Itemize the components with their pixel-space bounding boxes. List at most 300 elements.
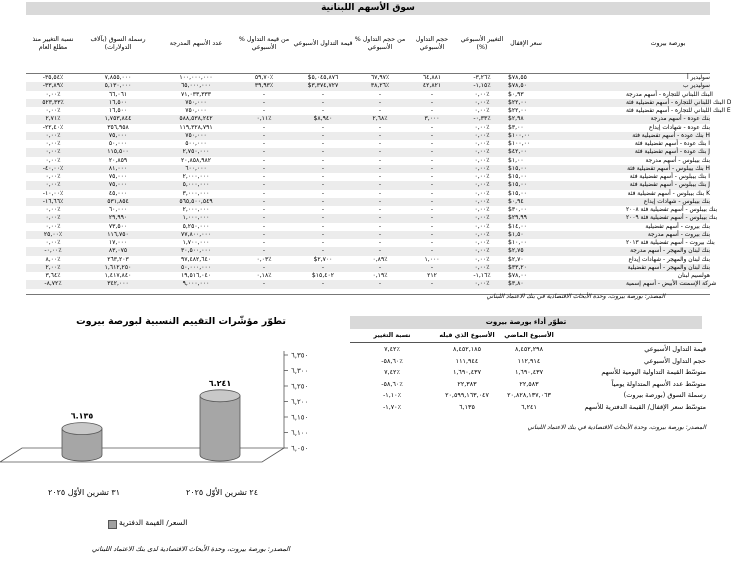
market-cap-cell: ٧,٨٥٥,٠٠٠ [104, 74, 132, 81]
summary-header [350, 330, 702, 343]
name-cell: سوليدير ب [683, 83, 710, 90]
header-weekly-change: التغيير الأسبوعي (%) [460, 36, 504, 51]
header-pct-volume: % من حجم التداول الأسبوعي [354, 36, 406, 51]
y-tick-label: ٦,٠٥٠ [291, 444, 309, 453]
change-cell: ٠,٠٠٪ [474, 156, 490, 164]
name-cell: بنك بيروت - أسهم تفضيلية فئة ٢٠١٣ [626, 240, 715, 246]
table-row [26, 214, 718, 222]
value-cell: - [321, 222, 325, 230]
pct-value-cell: - [262, 131, 266, 139]
value-cell: - [321, 247, 325, 255]
pct-value-cell: - [262, 173, 266, 180]
valuation-chart [0, 330, 340, 540]
price-cell: $٠,٩٤ [508, 197, 524, 205]
pct-value-cell: - [262, 156, 266, 164]
table-row [26, 206, 718, 214]
table-row [26, 181, 710, 189]
ytd-change-cell: ٠,٠٠٪ [45, 222, 61, 230]
value-cell: - [321, 98, 325, 106]
volume-cell: - [430, 90, 434, 98]
name-cell: بنك بيبلوس - أسهم تفضيلية فئة ٢٠٠٨ [626, 207, 718, 213]
table-row [26, 239, 715, 247]
price-cell: $١٤,٠٠ [508, 222, 527, 230]
summary-title: تطوّر أداء بورصة بيروت [350, 316, 702, 329]
volume-cell: ٦٤,٨٨١ [422, 74, 442, 81]
bar-cylinder-top [62, 423, 102, 435]
summary-current-cell: ٦,٢٤١ [521, 402, 537, 411]
name-cell: بنك بيبلوس - أسهم تفضيلية فئة H [627, 165, 710, 172]
y-tick-label: ٦,٣٥٠ [291, 351, 309, 360]
pct-volume-cell: - [378, 230, 382, 238]
market-cap-cell: ٨١,٠٠٠ [108, 164, 128, 172]
name-cell: بنك بيبلوس - أسهم تفضيلية فئة K [627, 190, 710, 197]
name-cell: بنك لبنان والمهجر - أسهم مدرجة [630, 248, 710, 255]
ytd-change-cell: ٠,٠٠٪ [45, 206, 61, 213]
market-cap-cell: ٢٩,٩٩٠ [108, 214, 128, 222]
change-cell: ٠,٠٠٪ [474, 206, 490, 213]
shares-cell: ١,٠٠٠,٠٠٠ [182, 214, 210, 222]
shares-cell: ٧١,٠٣٣,٣٣٣ [180, 90, 212, 98]
volume-cell: - [430, 98, 434, 106]
name-cell: هولسيم لبنان [677, 273, 710, 279]
price-cell: $١٠٠,٠٠ [508, 131, 531, 139]
shares-cell: ١٩,٥١٦,٠٤٠ [180, 272, 212, 279]
ytd-change-cell: ٠,٠٠٪ [45, 214, 61, 222]
market-cap-cell: ٧٣,٥٠٠ [108, 222, 128, 230]
table-row [26, 247, 710, 255]
price-cell: $٢٢,٠٠ [508, 98, 527, 106]
market-cap-cell: ٨٣,٠٧٥ [108, 247, 128, 255]
pct-volume-cell: - [378, 206, 382, 213]
change-cell: ٠,٠٠٪ [474, 239, 490, 246]
name-cell: بنك لبنان والمهجر - شهادات إيداع [628, 256, 710, 263]
summary-row [350, 367, 709, 378]
ytd-change-cell: ٣,٦٤٪ [45, 272, 61, 279]
summary-row [350, 390, 709, 401]
pct-volume-cell: - [378, 164, 382, 172]
pct-volume-cell: - [378, 214, 382, 222]
table-row [26, 107, 731, 115]
ytd-change-cell: -٣٣,٨٩٪ [42, 82, 64, 90]
price-cell: $١,٥٠ [508, 230, 524, 238]
pct-value-cell: - [262, 230, 266, 238]
pct-value-cell: - [262, 164, 266, 172]
shares-cell: ٧٥٠,٠٠٠ [185, 98, 207, 106]
pct-volume-cell: - [378, 239, 382, 246]
shares-cell: ٥٦٥,٥٠٠,٥٤٩ [179, 197, 213, 205]
ytd-change-cell: -٣٥,٥٤٪ [42, 74, 64, 81]
y-tick-label: ٦,٣٠٠ [291, 367, 309, 375]
ytd-change-cell: -٨,٧٢٪ [44, 280, 62, 288]
shares-cell: ٩٧,٤٨٢,٦٤٠ [180, 255, 212, 263]
value-cell: - [321, 239, 325, 246]
y-tick-label: ٦,٢٠٠ [291, 398, 309, 406]
legend-label: السعر/ القيمة الدفترية [119, 518, 188, 527]
shares-cell: ٥٠٠,٠٠٠ [185, 140, 207, 147]
price-cell: $٤٢,٠٠ [508, 148, 527, 156]
pct-value-cell: - [262, 148, 266, 156]
change-cell: ٠,٠٠٪ [474, 131, 490, 139]
bar-value-label: ٦.٢٤١ [208, 378, 232, 388]
summary-label-cell: قيمة التداول الأسبوعي [644, 345, 706, 353]
pct-volume-cell: - [378, 263, 382, 271]
ytd-change-cell: ٠,٠٠٪ [45, 131, 61, 139]
volume-cell: - [430, 222, 434, 230]
volume-cell: ١,٠٠٠ [424, 255, 440, 263]
table-row [26, 198, 710, 206]
market-cap-cell: ٧٥,٠٠٠ [108, 173, 128, 180]
market-cap-cell: ١٧,٠٠٠ [108, 239, 128, 246]
header-pct-value: % من قيمة التداول الأسبوعي [238, 36, 290, 51]
table-row [26, 272, 710, 280]
ytd-change-cell: ٨,٠٠٪ [45, 255, 61, 263]
pct-volume-cell: - [378, 148, 382, 156]
ytd-change-cell: ٢,٧١٪ [45, 115, 61, 123]
header-weekly-volume: حجم التداول الأسبوعي [415, 36, 449, 51]
ytd-change-cell: ٠,٠٠٪ [45, 148, 61, 156]
shares-cell: ١,٧٠٠,٠٠٠ [182, 239, 210, 246]
shares-cell: ٢,٠٠٠,٠٠٠ [182, 173, 210, 180]
table-row [26, 115, 710, 123]
volume-cell: - [430, 107, 434, 114]
pct-value-cell: - [262, 263, 266, 271]
pct-value-cell: - [262, 140, 266, 147]
ytd-change-cell: ٠,٠٠٪ [45, 90, 61, 98]
price-cell: $١٥,٠٠ [508, 164, 527, 172]
shares-cell: ٣,٠٠٠,٠٠٠ [182, 189, 210, 197]
bar-cylinder [200, 396, 240, 461]
summary-row [350, 344, 709, 355]
summary-header-current: الأسبوع الماضي [504, 332, 554, 339]
ytd-change-cell: ٢٥,٠٠٪ [43, 230, 63, 238]
name-cell: بنك بيبلوس - شهادات إيداع [643, 198, 710, 205]
table-row [26, 165, 710, 173]
summary-row [350, 379, 709, 390]
market-cap-cell: ١٦,٥٠٠ [108, 107, 128, 114]
shares-cell: ٢,٧٥٠,٠٠٠ [182, 148, 210, 156]
pct-volume-cell: - [378, 247, 382, 255]
value-cell: $١٥,٤٠٢ [311, 272, 335, 279]
name-cell: بنك لبنان والمهجر - أسهم تفضيلية [627, 264, 710, 271]
shares-cell: ٥,٠٠٠,٠٠٠ [182, 181, 210, 189]
ytd-change-cell: ٠,٠٠٪ [45, 156, 61, 164]
volume-cell: - [430, 189, 434, 197]
pct-value-cell: ٠,٠٣٪ [256, 255, 272, 263]
ytd-change-cell: -٤٠,٠٠٪ [42, 164, 64, 172]
summary-previous-cell: ٢٠,٥٩٩,١٦٣,٠٤٧ [445, 391, 489, 399]
lebanese-stock-market-table [26, 2, 731, 302]
change-cell: -٣,٢٦٪ [473, 74, 491, 81]
table-source-note: المصدر: بورصة بيروت، وحدة الأبحاث الاقتصادية في بنك الاعتماد اللبناني [486, 293, 665, 300]
value-cell: - [321, 263, 325, 271]
shares-cell: ٥٠,٠٠٠,٠٠٠ [180, 263, 212, 271]
change-cell: ٠,٠٠٪ [474, 107, 490, 114]
change-cell: ٠,٠٠٪ [474, 230, 490, 238]
summary-current-cell: ١,٦٩٠,٤٣٧ [514, 368, 544, 376]
value-cell: - [321, 173, 325, 180]
summary-header-previous: الأسبوع الذي قبله [439, 332, 495, 339]
header-shares: عدد الأسهم المدرجة [169, 40, 223, 48]
pct-value-cell: - [262, 222, 266, 230]
summary-change-cell: -١,١٠٪ [382, 391, 402, 399]
name-cell: بنك بيبلوس - أسهم تفضيلية فئة I [629, 174, 710, 180]
x-category-label: ٣١ تشرين الأوّل ٢٠٢٥ [48, 488, 120, 497]
pct-value-cell: ٠,١١٪ [256, 115, 272, 123]
shares-cell: ٧٥٠,٠٠٠ [185, 131, 207, 139]
y-tick-label: ٦,١٠٠ [291, 429, 309, 437]
y-tick-label: ٦,١٥٠ [291, 413, 309, 422]
market-cap-cell: ٣٤٢,٠٠٠ [107, 280, 129, 288]
shares-cell: ٣٠,٥٠٠,٠٠٠ [180, 247, 212, 255]
pct-value-cell: - [262, 107, 266, 114]
name-cell: بنك بيبلوس - أسهم مدرجة [645, 157, 710, 164]
ytd-change-cell: -٠,٠٠٪ [44, 247, 62, 255]
ytd-change-cell: ٠,٠٠٪ [45, 181, 61, 189]
name-cell: البنك اللبناني للتجارة - أسهم تفضيلية فئة E [626, 108, 731, 114]
header-price: سعر الإقفال [510, 40, 542, 48]
bar-cylinder-top [200, 390, 240, 402]
value-cell: $٥,٠٤٥,٨٧٦ [307, 74, 339, 81]
volume-cell: - [430, 197, 434, 205]
name-cell: بنك عودة - شهادات إيداع [648, 124, 710, 131]
market-cap-cell: ١,٦١٢,٢٥٠ [104, 263, 132, 271]
pct-volume-cell: - [378, 222, 382, 230]
volume-cell: - [430, 164, 434, 172]
value-cell: - [321, 131, 325, 139]
change-cell: -١,١٦٪ [473, 272, 491, 279]
summary-label-cell: رسملة السوق (بورصة بيروت) [623, 391, 706, 399]
value-cell: $٨,٩٤٠ [313, 115, 333, 123]
value-cell: - [321, 230, 325, 238]
market-cap-cell: ٤٥,٠٠٠ [108, 189, 128, 197]
market-cap-cell: ١١٥,٥٠٠ [107, 148, 129, 156]
name-cell: البنك اللبناني للتجارة - أسهم مدرجة [626, 91, 713, 98]
pct-volume-cell: - [378, 90, 382, 98]
summary-current-cell: ٢٢,٥٨٣ [519, 379, 539, 388]
header-company: بورصة بيروت [650, 40, 686, 48]
summary-header-change: نسبة التغيير [373, 332, 411, 339]
summary-previous-cell: ٢٢,٣٨٣ [457, 379, 477, 388]
pct-volume-cell: ٢,٦٨٪ [372, 115, 388, 123]
value-cell: - [321, 181, 325, 189]
summary-previous-cell: ٦,١٣٥ [459, 402, 475, 411]
shares-cell: ٧٧,٨٠٠,٠٠٠ [180, 230, 212, 238]
market-cap-cell: ٧٥,٠٠٠ [108, 131, 128, 139]
market-cap-cell: ١,٧٥٣,٨٤٤ [104, 115, 132, 123]
volume-cell: - [430, 214, 434, 222]
value-cell: - [321, 123, 325, 131]
market-performance-table [350, 316, 709, 434]
pct-value-cell: - [262, 214, 266, 222]
pct-volume-cell: - [378, 156, 382, 164]
ytd-change-cell: -٢٢,٤٠٪ [42, 123, 64, 131]
volume-cell: - [430, 173, 434, 180]
change-cell: ٠,٠٠٪ [474, 181, 490, 189]
value-cell: - [321, 140, 325, 147]
change-cell: ٠,٠٠٪ [474, 123, 490, 131]
table-row [26, 157, 710, 165]
volume-cell: - [430, 230, 434, 238]
table-row [26, 190, 710, 198]
pct-volume-cell: - [378, 131, 382, 139]
pct-value-cell: - [262, 189, 266, 197]
pct-value-cell: - [262, 181, 266, 189]
change-cell: ٠,٠٠٪ [474, 222, 490, 230]
change-cell: ٠,٠٠٪ [474, 280, 490, 288]
pct-value-cell: - [262, 247, 266, 255]
market-cap-cell: ٢٦٣,٢٠٣ [107, 255, 129, 263]
table-row [26, 132, 710, 140]
header-market-cap: رسملة السوق (بآلاف الدولارات) [90, 36, 146, 51]
price-cell: $١,٠٠ [508, 156, 524, 164]
name-cell: سوليدير أ [686, 75, 710, 81]
market-cap-cell: ١,٤١٧,٨٤٠ [104, 272, 132, 279]
change-cell: ٠,٠٠٪ [474, 164, 490, 172]
volume-cell: - [430, 181, 434, 189]
summary-change-cell: ٧,٤٢٪ [384, 345, 400, 353]
shares-cell: ٥٨٨,٥٣٨,٢٤٢ [179, 115, 213, 123]
chart-floor [0, 448, 284, 462]
table-row [26, 140, 710, 148]
pct-value-cell: - [262, 239, 266, 246]
market-cap-cell: ٧٥,٠٠٠ [108, 181, 128, 189]
price-cell: $٢,٧٠ [508, 255, 524, 263]
volume-cell: - [430, 280, 434, 288]
volume-cell: - [430, 263, 434, 271]
summary-previous-cell: ٨,٤٥٢,١٨٥ [452, 345, 482, 353]
pct-value-cell: - [262, 280, 266, 288]
summary-current-cell: ٢٠,٨٢٨,١٣٧,٠٦٣ [507, 391, 551, 399]
change-cell: -١,١٥٪ [473, 82, 491, 90]
market-cap-cell: ٥,١٣٠,٠٠٠ [104, 82, 132, 90]
pct-value-cell: - [262, 90, 266, 98]
table-row [26, 74, 710, 82]
change-cell: ٠,٠٠٪ [474, 140, 490, 147]
value-cell: - [321, 189, 325, 197]
change-cell: -٠,٣٣٪ [473, 115, 491, 123]
volume-cell: - [430, 131, 434, 139]
name-cell: بنك بيروت - أسهم تفضيلية [645, 223, 710, 230]
summary-previous-cell: ١١١,٩٤٤ [455, 356, 479, 365]
summary-change-cell: ٧,٤٢٪ [384, 368, 400, 376]
table-header [26, 15, 710, 73]
table-row [26, 256, 710, 264]
ytd-change-cell: ٠,٠٠٪ [45, 140, 61, 147]
table-row [26, 82, 710, 90]
value-cell: $٣,٣٧٤,٧٢٧ [307, 82, 339, 90]
chart-title: تطوّر مؤشّرات التقييم النسبية لبورصة بيروت [76, 316, 286, 327]
y-tick-label: ٦,٢٥٠ [291, 382, 309, 391]
shares-cell: ٦٥,٠٠٠,٠٠٠ [180, 82, 212, 90]
price-cell: $٣٣,٢٠ [508, 263, 527, 271]
summary-row [350, 356, 709, 367]
market-cap-cell: ٦٠,٠٠٠ [108, 206, 128, 213]
change-cell: ٠,٠٠٪ [474, 148, 490, 156]
change-cell: ٠,٠٠٪ [474, 214, 490, 222]
price-cell: $٣,٨٠ [508, 280, 524, 288]
summary-label-cell: حجم التداول الأسبوعي [644, 356, 706, 365]
pct-volume-cell: - [378, 181, 382, 189]
pct-volume-cell: ٠,٨٩٪ [372, 255, 388, 263]
market-cap-cell: ٥٠,٠٠٠ [108, 140, 128, 147]
value-cell: - [321, 280, 325, 288]
shares-cell: ٥,٢٥٠,٠٠٠ [182, 222, 210, 230]
table-row [26, 90, 713, 99]
name-cell: البنك اللبناني للتجارة - أسهم تفضيلية فئة D [626, 99, 731, 106]
change-cell: ٠,٠٠٪ [474, 90, 490, 98]
change-cell: ٠,٠٠٪ [474, 263, 490, 271]
ytd-change-cell: ٢,٠٠٪ [45, 263, 61, 271]
pct-volume-cell: ٠,١٩٪ [372, 272, 388, 279]
change-cell: ٠,٠٠٪ [474, 197, 490, 205]
ytd-change-cell: ٠,٠٠٪ [45, 107, 61, 114]
price-cell: $٧٨,٠٠ [508, 272, 527, 279]
summary-row [350, 402, 709, 413]
pct-value-cell: ٥٩,٧٠٪ [254, 74, 274, 81]
table-row [26, 173, 710, 181]
price-cell: $٧٨,٥٥ [508, 74, 527, 81]
pct-volume-cell: - [378, 98, 382, 106]
change-cell: ٠,٠٠٪ [474, 255, 490, 263]
shares-cell: ٦٠٠,٠٠٠ [185, 164, 207, 172]
name-cell: بنك عودة - أسهم تفضيلية فئة H [632, 132, 710, 139]
price-cell: $٧٨,٥٠ [508, 82, 527, 90]
name-cell: بنك عودة - أسهم تفضيلية فئة J [634, 149, 710, 156]
price-cell: $١٠,٠٠ [508, 239, 527, 246]
market-cap-cell: ٣٥٦,٩٥٨ [107, 123, 129, 131]
price-cell: $١٠٠,٠٠ [508, 140, 531, 147]
pct-volume-cell: - [378, 280, 382, 288]
market-cap-cell: ٥٣١,٨٥٤ [107, 197, 129, 205]
pct-value-cell: - [262, 123, 266, 131]
pct-value-cell: - [262, 206, 266, 213]
price-cell: $٠,٩٣ [508, 90, 524, 98]
shares-cell: ٩,٠٠٠,٠٠٠ [182, 280, 210, 288]
table-row [26, 148, 710, 156]
value-cell: - [321, 107, 325, 114]
volume-cell: - [430, 148, 434, 156]
price-cell: $٢٩,٩٩ [508, 214, 527, 222]
value-cell: - [321, 206, 325, 213]
name-cell: بنك عودة - أسهم مدرجة [650, 116, 710, 123]
volume-cell: - [430, 123, 434, 131]
name-cell: بنك عودة - أسهم تفضيلية فئة I [634, 141, 710, 147]
table-title: سوق الأسهم اللبنانية [26, 2, 710, 15]
summary-current-cell: ١١٢,٩١٤ [517, 356, 541, 365]
chart-source-note: المصدر: بورصة بيروت، وحدة الأبحاث الاقتصادية لدى بنك الاعتماد اللبناني [91, 545, 290, 553]
summary-source-note: المصدر: بورصة بيروت، وحدة الأبحاث الاقتصادية في بنك الاعتماد اللبناني [527, 424, 706, 431]
shares-cell: ٢٠,٨٥٨,٩٨٢ [180, 156, 212, 164]
volume-cell: - [430, 140, 434, 147]
ytd-change-cell: -١٦,٦٦٪ [42, 197, 64, 205]
volume-cell: - [430, 156, 434, 164]
price-cell: $٣٠,٠٠ [508, 206, 527, 213]
volume-cell: - [430, 239, 434, 246]
pct-value-cell: - [262, 98, 266, 106]
pct-volume-cell: - [378, 197, 382, 205]
volume-cell: ٢١٢ [427, 272, 437, 279]
table-row [26, 98, 731, 107]
pct-volume-cell: - [378, 107, 382, 114]
pct-volume-cell: - [378, 140, 382, 147]
summary-change-cell: -٥٨,٦٠٪ [381, 379, 403, 388]
price-cell: $٢٢,٠٠ [508, 107, 527, 114]
shares-cell: ٢,٠٠٠,٠٠٠ [182, 206, 210, 213]
legend-swatch [108, 520, 117, 529]
ytd-change-cell: ٠,٠٠٪ [45, 173, 61, 180]
market-cap-cell: ١١٦,٧٥٠ [107, 230, 129, 238]
price-cell: $١٥,٠٠ [508, 173, 527, 180]
